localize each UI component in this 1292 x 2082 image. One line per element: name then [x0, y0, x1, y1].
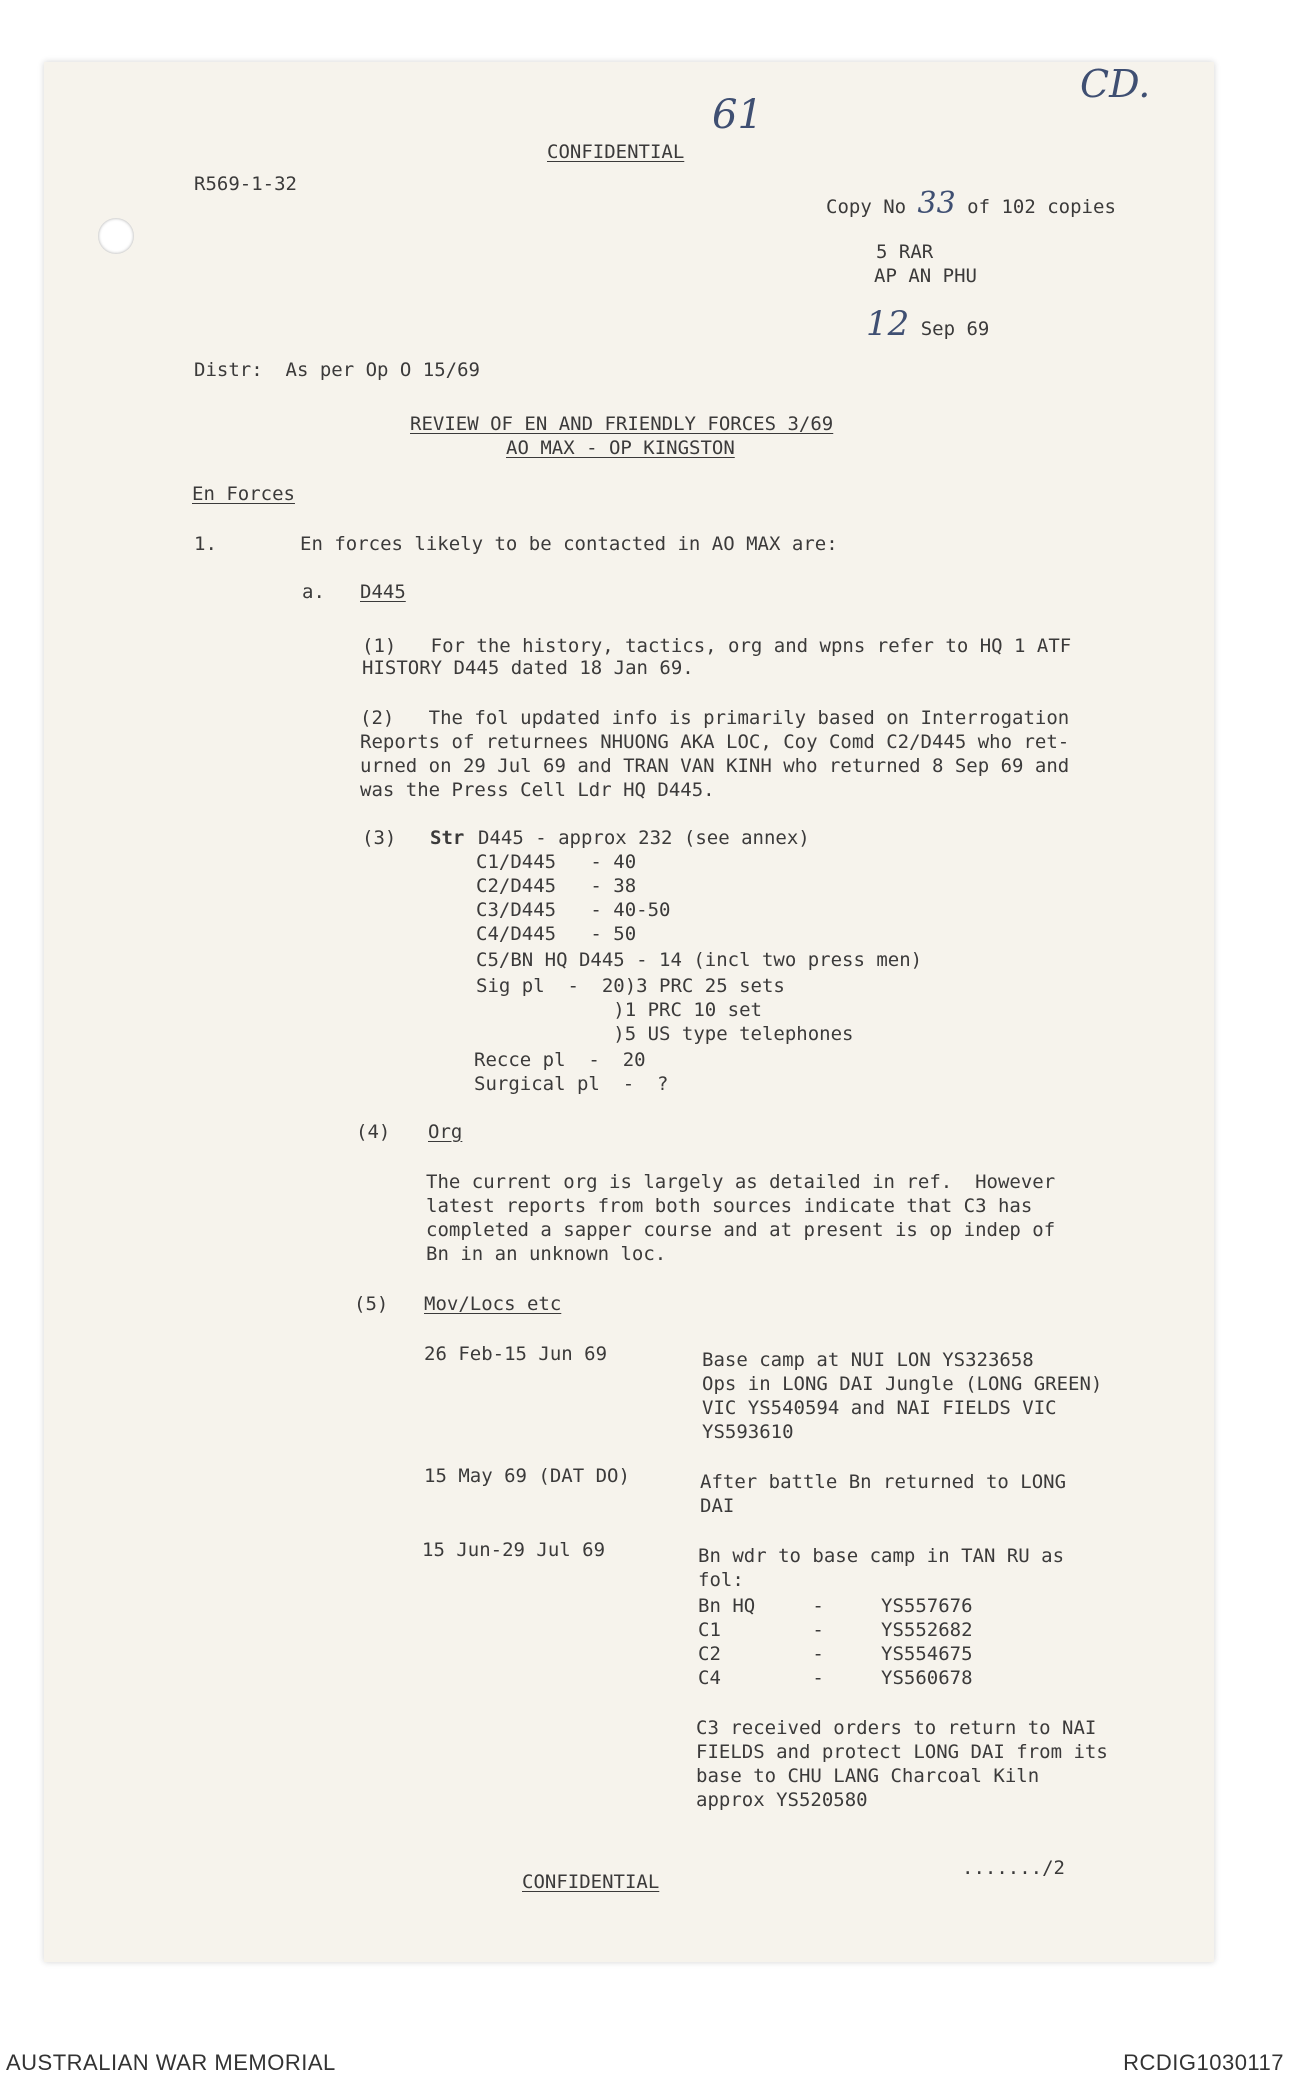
movement-line: C3 received orders to return to NAI: [696, 1717, 1097, 1739]
strength-line: C4/D445 - 50: [476, 923, 637, 945]
movement-line: VIC YS540594 and NAI FIELDS VIC: [702, 1397, 1057, 1419]
punch-hole: [98, 218, 134, 254]
para-4-line: Bn in an unknown loc.: [426, 1243, 667, 1265]
file-reference: R569-1-32: [194, 173, 297, 195]
para-4-line: latest reports from both sources indicate that C3 has: [426, 1195, 1033, 1217]
classification-bottom: CONFIDENTIAL: [522, 1871, 660, 1893]
sub-para-letter: a.: [302, 581, 325, 603]
archive-label: AUSTRALIAN WAR MEMORIAL: [6, 2050, 336, 2075]
para-number: 1.: [194, 533, 217, 555]
para-4-title: Org: [428, 1121, 463, 1143]
para-2-line: urned on 29 Jul 69 and TRAN VAN KINH who returned 8 Sep 69 and: [360, 755, 1070, 777]
movement-line: Base camp at NUI LON YS323658: [702, 1349, 1034, 1371]
movement-line: Ops in LONG DAI Jungle (LONG GREEN): [702, 1373, 1103, 1395]
sub-para-title: D445: [360, 581, 406, 603]
movement-line: Bn HQ - YS557676: [698, 1595, 973, 1617]
strength-line: Surgical pl - ?: [474, 1073, 669, 1095]
strength-line: Recce pl - 20: [474, 1049, 646, 1071]
movement-date: 15 May 69 (DAT DO): [424, 1465, 630, 1487]
movement-line: After battle Bn returned to LONG: [700, 1471, 1067, 1493]
strength-line: )5 US type telephones: [476, 1023, 854, 1045]
unit: 5 RAR: [876, 241, 934, 263]
classification-top: CONFIDENTIAL: [547, 141, 685, 163]
movement-line: FIELDS and protect LONG DAI from its: [696, 1741, 1108, 1763]
movement-line: C1 - YS552682: [698, 1619, 973, 1641]
document-title-line2: AO MAX - OP KINGSTON: [506, 437, 735, 459]
movement-line: base to CHU LANG Charcoal Kiln: [696, 1765, 1040, 1787]
movement-line: DAI: [700, 1495, 735, 1517]
para-1-line: HISTORY D445 dated 18 Jan 69.: [362, 657, 694, 679]
handwritten-initials: CD.: [1080, 62, 1151, 106]
para-2-line: (2) The fol updated info is primarily based on Interrogation: [360, 707, 1070, 729]
strength-line: C3/D445 - 40-50: [476, 899, 671, 921]
section-heading: En Forces: [192, 483, 295, 505]
date: 12 Sep 69: [866, 304, 990, 344]
para-4-line: completed a sapper course and at present is op indep of: [426, 1219, 1056, 1241]
archive-id: RCDIG1030117: [1123, 2050, 1284, 2075]
movement-line: approx YS520580: [696, 1789, 868, 1811]
strength-line: D445 - approx 232 (see annex): [478, 827, 810, 849]
movement-line: fol:: [698, 1569, 744, 1591]
strength-line: C5/BN HQ D445 - 14 (incl two press men): [476, 949, 923, 971]
para-2-line: was the Press Cell Ldr HQ D445.: [360, 779, 715, 801]
movement-date: 26 Feb-15 Jun 69: [424, 1343, 608, 1365]
strength-line: C1/D445 - 40: [476, 851, 637, 873]
para-5-number: (5): [354, 1293, 389, 1315]
strength-line: )1 PRC 10 set: [476, 999, 762, 1021]
distribution: Distr: As per Op O 15/69: [194, 359, 480, 381]
para-2-line: Reports of returnees NHUONG AKA LOC, Coy Comd C2/D445 who ret-: [360, 731, 1070, 753]
para-text: En forces likely to be contacted in AO MAX are:: [300, 533, 838, 555]
para-5-title: Mov/Locs etc: [424, 1293, 562, 1315]
movement-line: C2 - YS554675: [698, 1643, 973, 1665]
continuation-marker: ......./2: [962, 1857, 1065, 1879]
handwritten-copy-number: 33: [917, 186, 956, 221]
movement-line: YS593610: [702, 1421, 794, 1443]
strength-line: C2/D445 - 38: [476, 875, 637, 897]
para-4-line: The current org is largely as detailed in ref. However: [426, 1171, 1056, 1193]
copy-line: Copy No 33 of 102 copies: [826, 186, 1116, 221]
handwritten-page-number: 61: [712, 92, 763, 138]
para-3-number: (3): [362, 827, 397, 849]
document-title-line1: REVIEW OF EN AND FRIENDLY FORCES 3/69: [410, 413, 834, 435]
para-4-number: (4): [356, 1121, 391, 1143]
movement-line: C4 - YS560678: [698, 1667, 973, 1689]
strength-line: Sig pl - 20)3 PRC 25 sets: [476, 975, 785, 997]
para-1-line: (1) For the history, tactics, org and wpns refer to HQ 1 ATF: [362, 635, 1072, 657]
handwritten-day: 12: [866, 304, 910, 344]
strength-label: Str: [430, 827, 465, 849]
movement-date: 15 Jun-29 Jul 69: [422, 1539, 606, 1561]
location: AP AN PHU: [874, 265, 977, 287]
movement-line: Bn wdr to base camp in TAN RU as: [698, 1545, 1065, 1567]
